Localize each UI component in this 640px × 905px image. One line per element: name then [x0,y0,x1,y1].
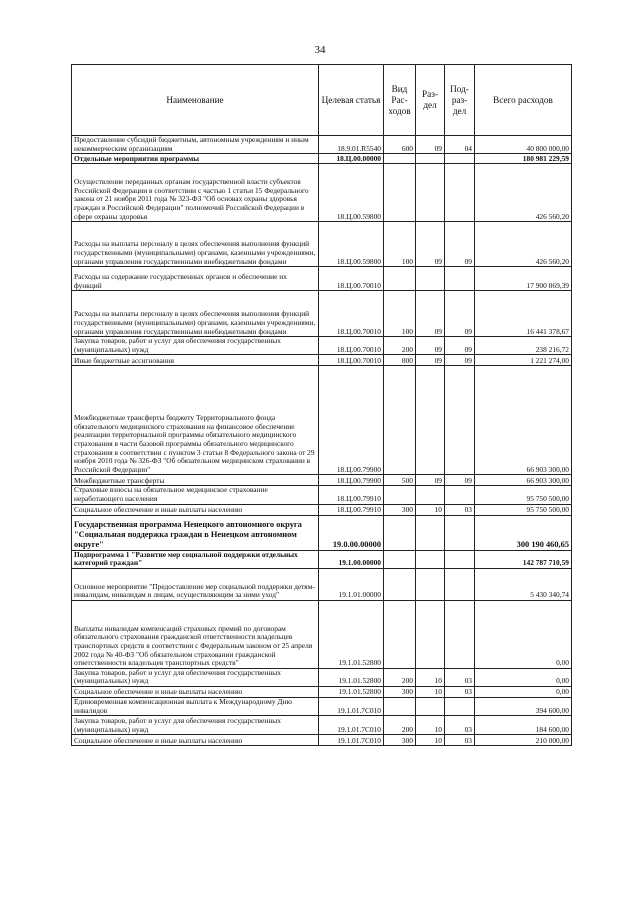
table-row [72,267,572,291]
header-subsection: Под-раз-дел [445,65,475,136]
row-subsection: 03 [445,716,475,735]
row-total: 95 750 500,00 [475,504,572,515]
row-type [384,486,416,504]
row-subsection: 09 [445,291,475,337]
table-row [72,222,572,267]
row-target: 19.1.01.52800 [319,600,384,668]
row-total: 1 221 274,00 [475,355,572,366]
row-type: 600 [384,136,416,154]
row-name: Межбюджетные трансферты бюджету Территориального фонда обязательного медицинского страхования на финансовое обеспечение реализации территориальной программы обязательного медицинского страхования в части базовой программы обязательного медицинского страхования в соответствии с пунктом 3 статьи 8 Федерального закона от 29 ноября 2010 года № 326-ФЗ "Об обязательном медицинском страховании в Российской Федерации" [72,366,319,475]
row-section: 09 [416,475,445,486]
row-target: 18.9.01.R5540 [319,136,384,154]
budget-table [71,64,572,746]
header-total: Всего расходов [475,65,572,136]
row-subsection: 03 [445,686,475,697]
row-subsection [445,154,475,164]
row-type [384,154,416,164]
row-name: Социальное обеспечение и иные выплаты населению [72,504,319,515]
row-target: 19.1.00.00000 [319,550,384,568]
row-subsection [445,267,475,291]
row-subsection [445,568,475,600]
row-name: Закупка товаров, работ и услуг для обеспечения государственных (муниципальных) нужд [72,337,319,355]
row-target: 18.Ц.00.70010 [319,291,384,337]
table-row [72,568,572,600]
row-total: 142 787 710,59 [475,550,572,568]
row-section: 09 [416,291,445,337]
row-name: Социальное обеспечение и иные выплаты населению [72,686,319,697]
row-total: 184 600,00 [475,716,572,735]
row-name: Отдельные мероприятия программы [72,154,319,164]
header-section: Раз-дел [416,65,445,136]
row-section: 09 [416,355,445,366]
row-type: 300 [384,686,416,697]
row-section [416,568,445,600]
row-name: Выплаты инвалидам компенсаций страховых премий по договорам обязательного страхования гражданской ответственности владельцев транспортных средств в соответствии с Федеральным законом от 25 апреля 2002 года № 40-ФЗ "Об обязательном страховании гражданской ответственности владельцев транспортных средств" [72,600,319,668]
row-section [416,697,445,715]
row-target: 19.1.01.00000 [319,568,384,600]
row-type: 300 [384,735,416,746]
table-row [72,355,572,366]
row-target: 18.Ц.00.79910 [319,504,384,515]
row-target: 18.Ц.00.70010 [319,267,384,291]
row-total: 426 560,20 [475,222,572,267]
row-name: Осуществление переданных органам государственной власти субъектов Российской Федерации в соответствии с частью 1 статьи 15 Федерального закона от 21 ноября 2011 года № 323-ФЗ "Об основах охраны здоровья граждан в Российской Федерации" полномочий Российской Федерации в сфере охраны здоровья [72,164,319,222]
row-type [384,697,416,715]
table-row [72,600,572,668]
row-section [416,600,445,668]
table-row [72,291,572,337]
table-row [72,337,572,355]
row-name: Иные бюджетные ассигнования [72,355,319,366]
row-section: 09 [416,337,445,355]
table-row [72,686,572,697]
row-type [384,267,416,291]
row-total: 238 216,72 [475,337,572,355]
row-total: 0,00 [475,600,572,668]
row-target: 18.Ц.00.79900 [319,475,384,486]
row-subsection [445,486,475,504]
row-type: 800 [384,355,416,366]
row-type [384,515,416,550]
table-row [72,716,572,735]
table-row [72,668,572,686]
row-type [384,600,416,668]
row-subsection: 03 [445,668,475,686]
row-target: 18.Ц.00.00000 [319,154,384,164]
row-section: 09 [416,136,445,154]
row-name: Единовременная компенсационная выплата к Международному Дню инвалидов [72,697,319,715]
row-target: 18.Ц.00.79910 [319,486,384,504]
row-target: 19.0.00.00000 [319,515,384,550]
row-target: 19.1.01.52800 [319,668,384,686]
row-subsection: 09 [445,337,475,355]
row-section [416,154,445,164]
row-section: 10 [416,668,445,686]
table-row [72,366,572,475]
row-subsection: 09 [445,222,475,267]
page-number: 34 [314,44,326,56]
row-name: Социальное обеспечение и иные выплаты населению [72,735,319,746]
row-total: 394 600,00 [475,697,572,715]
table-row [72,164,572,222]
row-total: 0,00 [475,686,572,697]
row-target: 18.Ц.00.59800 [319,222,384,267]
row-name: Подпрограмма 1 "Развитие мер социальной поддержки отдельных категорий граждан" [72,550,319,568]
row-section: 10 [416,716,445,735]
row-type: 300 [384,504,416,515]
row-section [416,366,445,475]
row-name: Расходы на выплаты персоналу в целях обеспечения выполнения функций государственными (муниципальными) органами, казенными учреждениями, органами управления государственными внебюджетными фондами [72,291,319,337]
row-target: 19.1.01.7С010 [319,716,384,735]
row-subsection: 03 [445,735,475,746]
row-total: 66 903 300,00 [475,475,572,486]
row-type: 100 [384,222,416,267]
row-section [416,267,445,291]
table-row [72,504,572,515]
row-type: 100 [384,291,416,337]
row-section [416,515,445,550]
row-subsection: 09 [445,355,475,366]
table-row [72,735,572,746]
row-type [384,366,416,475]
row-total: 95 750 500,00 [475,486,572,504]
row-subsection [445,600,475,668]
row-subsection: 04 [445,136,475,154]
header-target: Целевая статья [319,65,384,136]
row-type [384,568,416,600]
row-total: 40 800 000,00 [475,136,572,154]
table-body [72,136,572,746]
row-section: 10 [416,735,445,746]
row-type [384,550,416,568]
row-type: 200 [384,716,416,735]
header-type: Вид Рас-ходов [384,65,416,136]
row-section [416,486,445,504]
row-total: 210 000,00 [475,735,572,746]
table-row [72,697,572,715]
row-target: 18.Ц.00.79900 [319,366,384,475]
row-name: Закупка товаров, работ и услуг для обеспечения государственных (муниципальных) нужд [72,716,319,735]
row-target: 18.Ц.00.59800 [319,164,384,222]
row-section [416,550,445,568]
row-name: Государственная программа Ненецкого автономного округа "Социальная поддержка граждан в Ненецком автономном округе" [72,515,319,550]
row-name: Основное мероприятие "Предоставление мер социальной поддержки детям-инвалидам, инвалидам и лицам, осуществляющим за ними уход" [72,568,319,600]
row-total: 0,00 [475,668,572,686]
row-type: 500 [384,475,416,486]
table-header-row [72,65,572,136]
table-row [72,136,572,154]
table-row [72,550,572,568]
row-subsection [445,697,475,715]
row-total: 426 560,20 [475,164,572,222]
table-row [72,154,572,164]
row-total: 17 900 869,39 [475,267,572,291]
row-name: Расходы на выплаты персоналу в целях обеспечения выполнения функций государственными (муниципальными) органами, казенными учреждениями, органами управления государственными внебюджетными фондами [72,222,319,267]
row-type [384,164,416,222]
table-row [72,515,572,550]
table-row [72,475,572,486]
row-subsection [445,515,475,550]
row-subsection: 09 [445,475,475,486]
row-target: 19.1.01.7С010 [319,735,384,746]
header-name: Наименование [72,65,319,136]
row-total: 16 441 378,67 [475,291,572,337]
row-subsection [445,164,475,222]
row-total: 300 190 460,65 [475,515,572,550]
row-subsection [445,366,475,475]
row-section: 09 [416,222,445,267]
row-name: Закупка товаров, работ и услуг для обеспечения государственных (муниципальных) нужд [72,668,319,686]
row-total: 5 430 340,74 [475,568,572,600]
row-target: 18.Ц.00.70010 [319,337,384,355]
row-name: Межбюджетные трансферты [72,475,319,486]
row-target: 19.1.01.52800 [319,686,384,697]
row-total: 66 903 300,00 [475,366,572,475]
row-type: 200 [384,668,416,686]
row-name: Расходы на содержание государственных органов и обеспечение их функций [72,267,319,291]
row-section [416,164,445,222]
row-subsection [445,550,475,568]
table-row [72,486,572,504]
row-type: 200 [384,337,416,355]
row-target: 19.1.01.7С010 [319,697,384,715]
row-section: 10 [416,504,445,515]
row-subsection: 03 [445,504,475,515]
row-section: 10 [416,686,445,697]
row-name: Предоставление субсидий бюджетным, автономным учреждениям и иным некоммерческим организациям [72,136,319,154]
row-name: Страховые взносы на обязательное медицинское страхование неработающего населения [72,486,319,504]
row-target: 18.Ц.00.70010 [319,355,384,366]
row-total: 180 981 229,59 [475,154,572,164]
